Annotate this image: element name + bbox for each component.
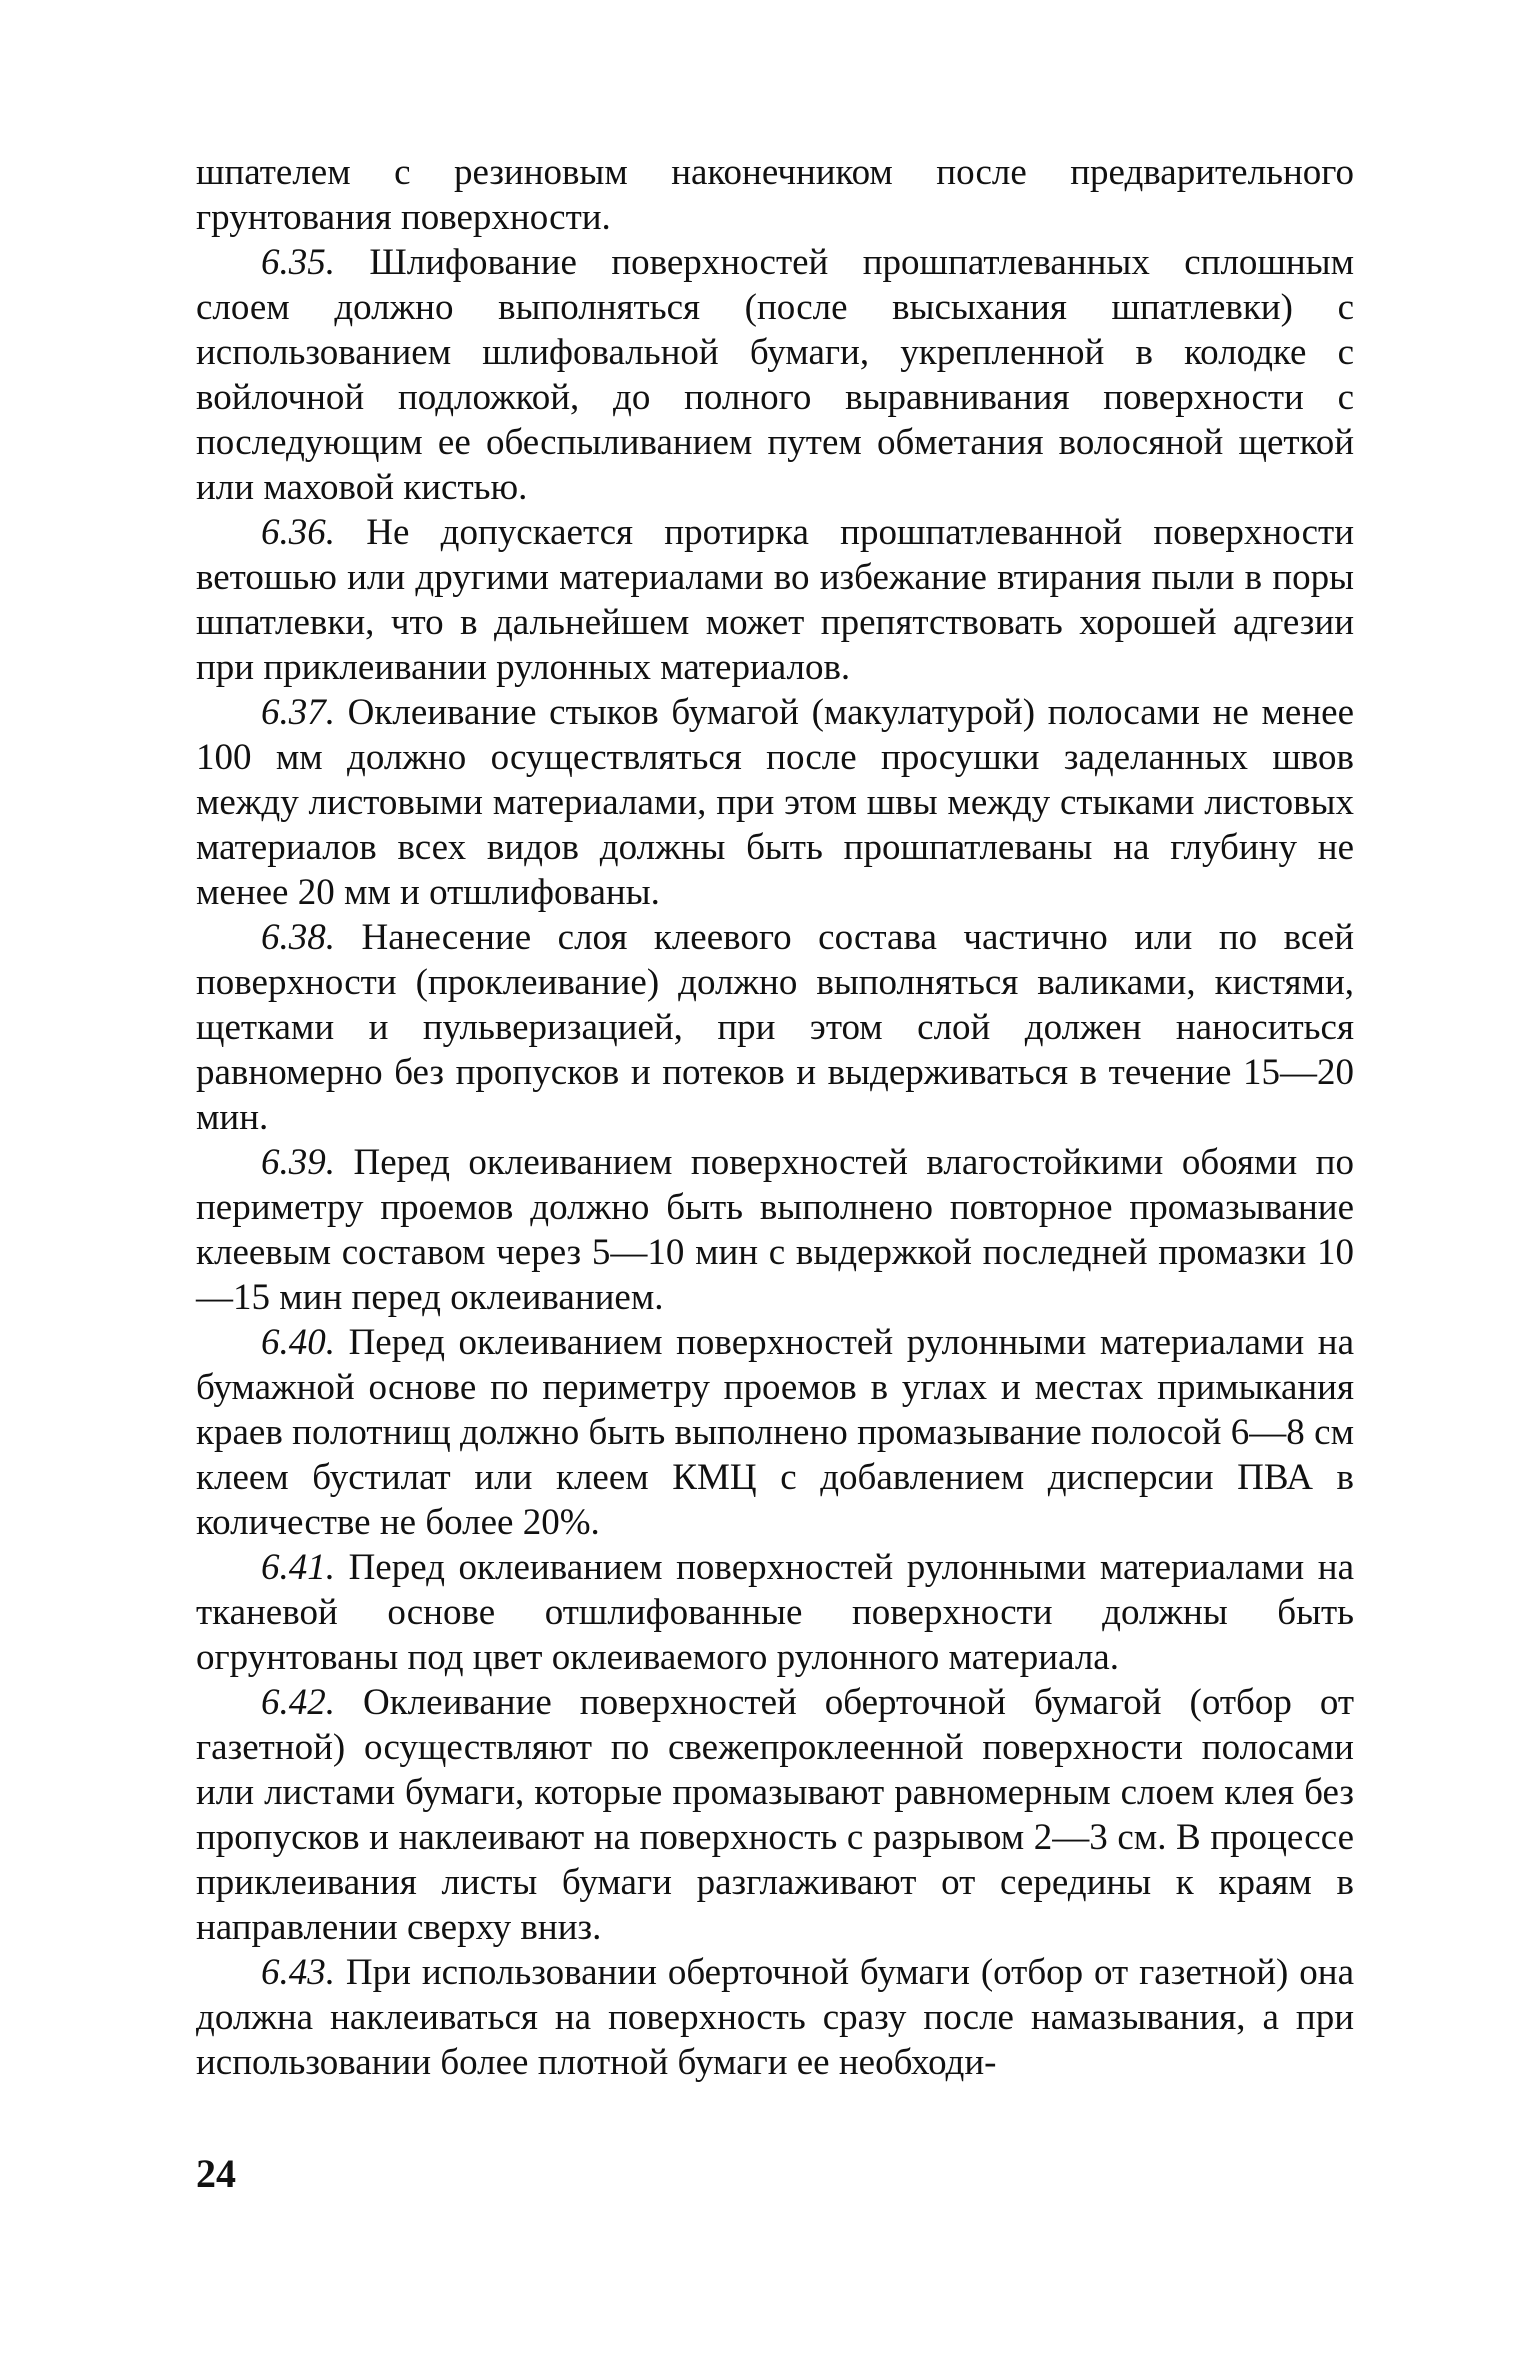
section-number: 6.41. bbox=[261, 1547, 335, 1588]
section-number: 6.38. bbox=[261, 917, 335, 958]
paragraph-text: Оклеивание поверхностей оберточной бумагой (отбор от газетной) осуществляют по свежепроклеенной поверхности полосами или листами бумаги, которые промазывают равномерным слоем клея без пропусков и наклеивают на поверхность с разрывом 2—3 см. В процессе приклеивания листы бумаги разглаживают от середины к краям в направлении сверху вниз. bbox=[196, 1682, 1354, 1948]
paragraph-text: Не допускается протирка прошпатлеванной поверхности ветошью или другими материалами во избежание втирания пыли в поры шпатлевки, что в дальнейшем может препятствовать хорошей адгезии при приклеивании рулонных материалов. bbox=[196, 512, 1354, 688]
section-number: 6.37. bbox=[261, 692, 335, 733]
page-number: 24 bbox=[196, 2151, 236, 2196]
paragraph-text: Оклеивание стыков бумагой (макулатурой) полосами не менее 100 мм должно осуществляться после просушки заделанных швов между листовыми материалами, при этом швы между стыками листовых материалов всех видов должны быть прошпатлеваны на глубину не менее 20 мм и отшлифованы. bbox=[196, 692, 1354, 913]
section-number: 6.39. bbox=[261, 1142, 335, 1183]
paragraph-text: Шлифование поверхностей прошпатлеванных сплошным слоем должно выполняться (после высыхания шпатлевки) с использованием шлифовальной бумаги, укрепленной в колодке с войлочной подложкой, до полного выравнивания поверхности с последующим ее обеспыливанием путем обметания волосяной щеткой или маховой кистью. bbox=[196, 242, 1354, 508]
paragraph-6-36 bbox=[196, 510, 1354, 690]
paragraph-6-35 bbox=[196, 240, 1354, 510]
paragraph-6-40 bbox=[196, 1320, 1354, 1545]
paragraph-6-43 bbox=[196, 1950, 1354, 2085]
paragraph-text: Нанесение слоя клеевого состава частично или по всей поверхности (проклеивание) должно выполняться валиками, кистями, щетками и пульверизацией, при этом слой должен наноситься равномерно без пропусков и потеков и выдерживаться в течение 15—20 мин. bbox=[196, 917, 1354, 1138]
paragraph-6-42 bbox=[196, 1680, 1354, 1950]
paragraph-6-37 bbox=[196, 690, 1354, 915]
section-number: 6.35. bbox=[261, 242, 335, 283]
section-number: 6.40. bbox=[261, 1322, 335, 1363]
paragraph-6-41 bbox=[196, 1545, 1354, 1680]
document-body bbox=[196, 150, 1354, 2085]
paragraph-text: При использовании оберточной бумаги (отбор от газетной) она должна наклеиваться на поверхность сразу после намазывания, а при использовании более плотной бумаги ее необходи- bbox=[196, 1952, 1354, 2083]
paragraph-text: шпателем с резиновым наконечником после предварительного грунтования поверхности. bbox=[196, 152, 1354, 238]
section-number: 6.43. bbox=[261, 1952, 335, 1993]
paragraph-text: Перед оклеиванием поверхностей влагостойкими обоями по периметру проемов должно быть выполнено повторное промазывание клеевым составом через 5—10 мин с выдержкой последней промазки 10—15 мин перед оклеиванием. bbox=[196, 1142, 1354, 1318]
paragraph-6-38 bbox=[196, 915, 1354, 1140]
paragraph-6-39 bbox=[196, 1140, 1354, 1320]
paragraph-text: Перед оклеиванием поверхностей рулонными материалами на тканевой основе отшлифованные поверхности должны быть огрунтованы под цвет оклеиваемого рулонного материала. bbox=[196, 1547, 1354, 1678]
section-number: 6.42. bbox=[261, 1682, 335, 1723]
section-number: 6.36. bbox=[261, 512, 335, 553]
paragraph-text: Перед оклеиванием поверхностей рулонными материалами на бумажной основе по периметру проемов в углах и местах примыкания краев полотнищ должно быть выполнено промазывание полосой 6—8 см клеем бустилат или клеем КМЦ с добавлением дисперсии ПВА в количестве не более 20%. bbox=[196, 1322, 1354, 1543]
paragraph-continuation bbox=[196, 150, 1354, 240]
